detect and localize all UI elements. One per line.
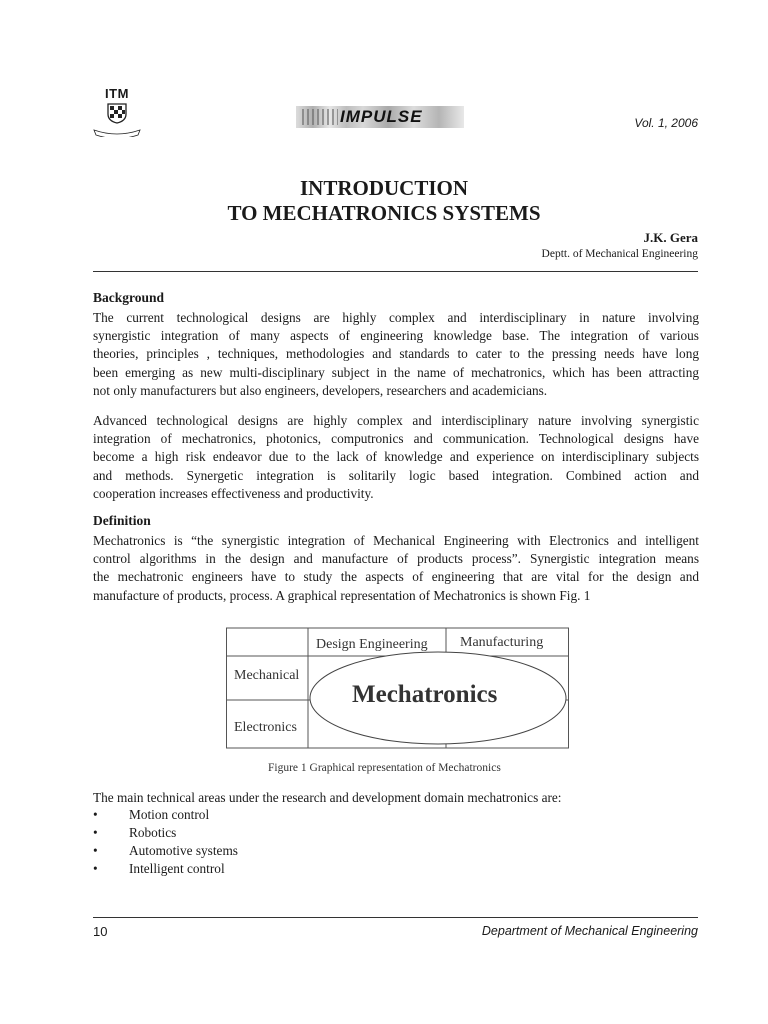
volume-label: Vol. 1, 2006 [634,116,698,130]
section-heading-definition: Definition [93,513,151,528]
shield-icon [106,102,128,124]
institute-logo [92,86,142,142]
text-line: cooperation increases effectiveness and productivity. [93,485,374,501]
text-line: Mechatronics is “the synergistic integration of Mechanical Engineering with Electronics and intelligent [93,533,699,548]
text-line: Advanced technological designs are highly complex and interdisciplinary nature involving synergistic [93,413,699,428]
list-item [93,806,238,824]
section-heading-background: Background [93,290,165,305]
text-line: the mechatronic engineers have to study the aspects of engineering that are vital for the design and [93,569,699,585]
list-item-text: Motion control [129,807,210,822]
footer-department: Department of Mechanical Engineering [481,924,698,938]
text-line: been emerging as new multi-disciplinary subject in the name of mechatronics, which has been attracting [93,364,699,380]
author-department: Deptt. of Mechanical Engineering [541,248,698,260]
bullet-icon: • [93,825,98,840]
text-line: integration of mechatronics, photonics, computronics and communication. Technological designs have [93,431,699,447]
text-line: synergistic integration of many aspects of engineering knowledge base. The integration of various [93,328,699,344]
bullet-icon: • [93,861,98,876]
fig-col-manufacturing: Manufacturing [460,635,544,650]
text-line: become a high risk endeavor due to the lack of knowledge and experience on interdisciplinary subjects [93,449,699,465]
fig-col-design-engineering: Design Engineering [316,637,428,652]
figure-caption: Figure 1 Graphical representation of Mechatronics [268,762,501,774]
fig-row-mechanical: Mechanical [234,668,300,683]
list-intro [93,789,699,807]
list-item [93,860,238,878]
text-line: theories, principles , techniques, methodologies and standards to cater to the pressing needs have long [93,346,699,362]
author-name: J.K. Gera [643,230,698,245]
mechatronics-figure [226,626,570,750]
footer-divider [93,917,698,918]
bullet-icon: • [93,843,98,858]
bullet-icon: • [93,807,98,822]
text-line: control algorithms in the design and manufacture of products process”. Synergistic integration means [93,551,699,567]
fig-row-electronics: Electronics [234,720,297,735]
text-line: The current technological designs are highly complex and interdisciplinary in nature involving [93,310,699,325]
list-item-text: Robotics [129,825,177,840]
article-title-line2: TO MECHATRONICS SYSTEMS [227,201,541,225]
fig-center-mechatronics: Mechatronics [352,681,498,708]
paragraph-background-2 [93,412,699,503]
banner-stripes [302,109,338,125]
list-item-text: Intelligent control [129,861,225,876]
logo-text: ITM [105,86,129,101]
banner-title: IMPULSE [340,107,423,126]
technical-areas-list [93,806,238,878]
list-item-text: Automotive systems [129,843,238,858]
ribbon-icon [93,129,141,137]
text-line: not only manufacturers but also engineers, developers, researchers and academicians. [93,382,548,398]
article-title-line1: INTRODUCTION [299,176,469,200]
list-item [93,824,238,842]
text-line: and methods. Synergetic integration is solitarily logic based integration. Combined action and [93,467,699,483]
list-intro-text: The main technical areas under the research and development domain mechatronics are: [93,790,562,805]
paragraph-definition [93,532,699,605]
header-divider [93,271,698,272]
page-number: 10 [93,924,108,939]
text-line: manufacture of products, process. A graphical representation of Mechatronics is shown Fig. 1 [93,587,591,603]
paragraph-background-1 [93,309,699,400]
list-item [93,842,238,860]
impulse-banner [296,106,464,128]
